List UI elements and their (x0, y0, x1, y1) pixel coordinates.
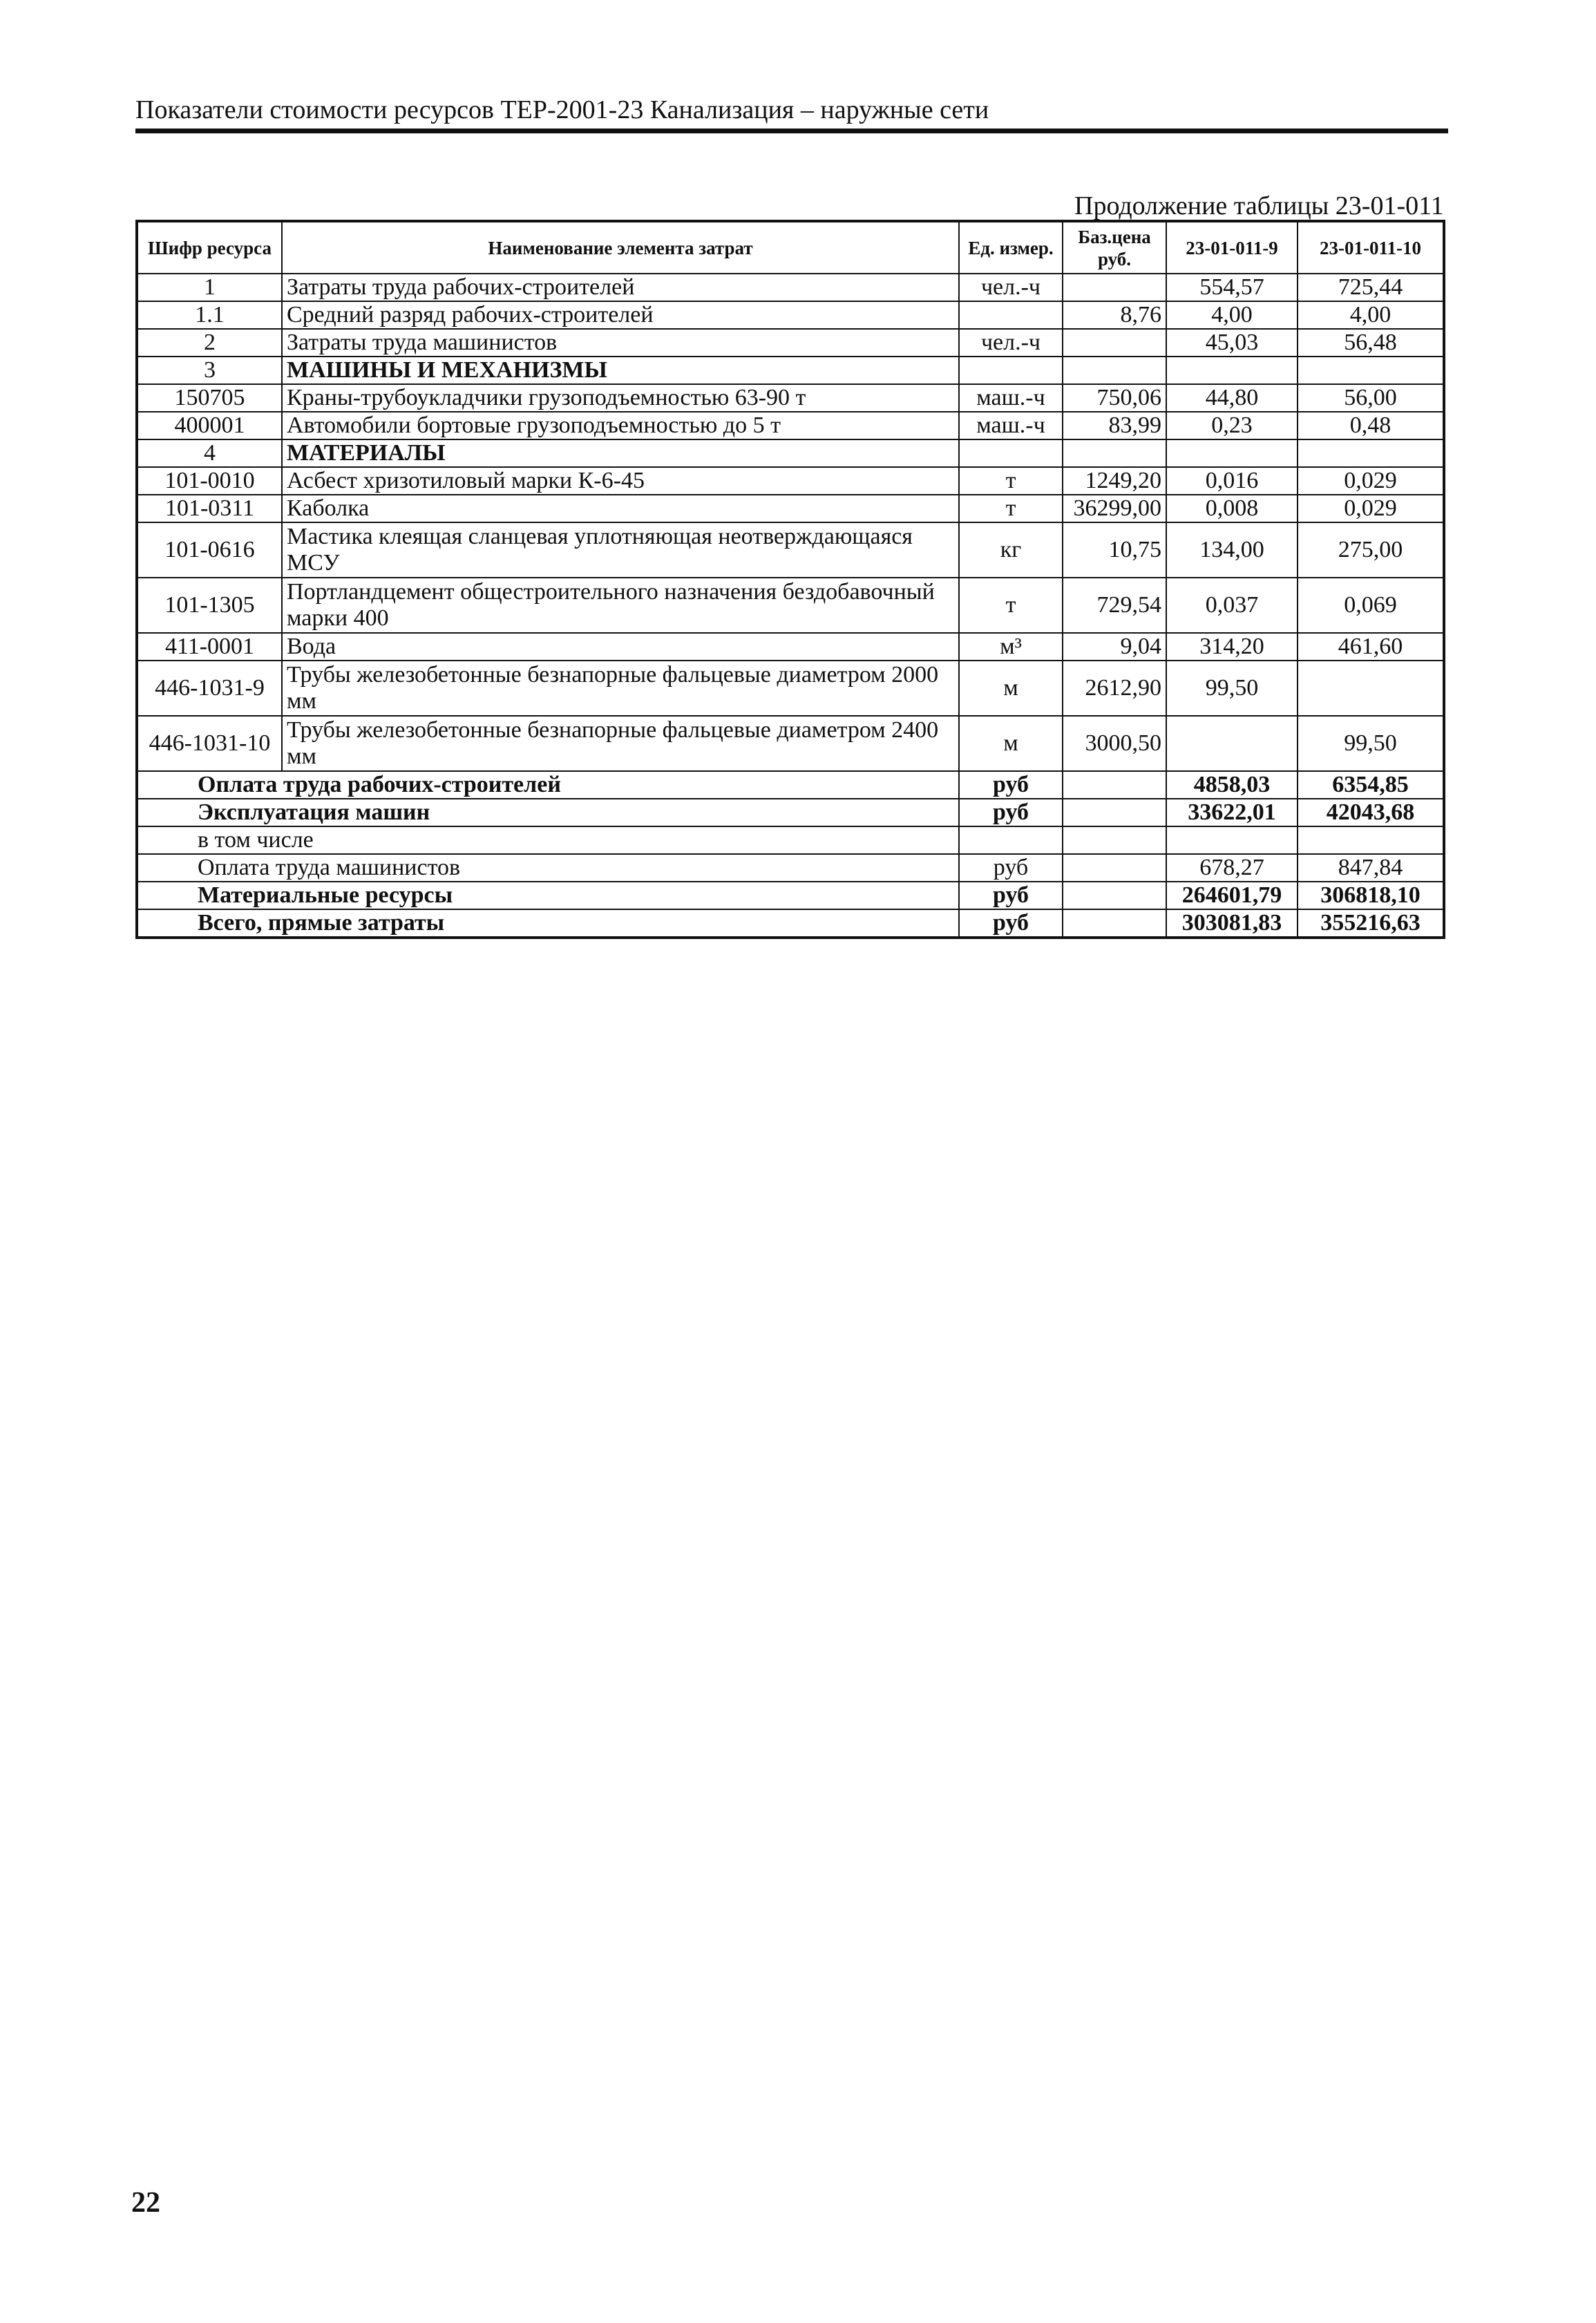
totals-price (1063, 771, 1166, 799)
cell-price: 10,75 (1063, 522, 1166, 578)
cell-unit (959, 301, 1063, 329)
cell-price: 1249,20 (1063, 467, 1166, 495)
cell-name: Портландцемент общестроительного назначения бездобавочный марки 400 (282, 578, 959, 633)
cell-code: 1.1 (137, 301, 282, 329)
cell-value-1: 554,57 (1166, 274, 1298, 301)
cell-value-1: 0,008 (1166, 495, 1298, 522)
cell-value-1: 4,00 (1166, 301, 1298, 329)
table-row (137, 495, 1444, 522)
table-row (137, 661, 1444, 716)
cell-value-2: 725,44 (1298, 274, 1444, 301)
cell-unit: т (959, 467, 1063, 495)
totals-value-2: 355216,63 (1298, 909, 1444, 938)
cell-value-2: 0,48 (1298, 412, 1444, 439)
cell-code: 150705 (137, 384, 282, 412)
cell-name: Трубы железобетонные безнапорные фальцевые диаметром 2000 мм (282, 661, 959, 716)
cell-value-2 (1298, 439, 1444, 467)
cell-value-1: 314,20 (1166, 633, 1298, 661)
cell-value-2: 56,00 (1298, 384, 1444, 412)
cell-price: 729,54 (1063, 578, 1166, 633)
cell-value-2 (1298, 661, 1444, 716)
totals-unit: руб (959, 909, 1063, 938)
cell-code: 4 (137, 439, 282, 467)
cell-value-1 (1166, 357, 1298, 384)
totals-price (1063, 909, 1166, 938)
cell-unit: чел.-ч (959, 274, 1063, 301)
table-row (137, 384, 1444, 412)
cell-name: Асбест хризотиловый марки К-6-45 (282, 467, 959, 495)
cell-name: Трубы железобетонные безнапорные фальцевые диаметром 2400 мм (282, 716, 959, 771)
cell-price: 83,99 (1063, 412, 1166, 439)
table-row (137, 274, 1444, 301)
cell-name: Затраты труда машинистов (282, 329, 959, 357)
cell-price (1063, 357, 1166, 384)
totals-label: Оплата труда машинистов (137, 854, 959, 882)
totals-label: Оплата труда рабочих-строителей (137, 771, 959, 799)
col-header-code: Шифр ресурса (137, 221, 282, 274)
totals-value-1: 264601,79 (1166, 882, 1298, 909)
cell-value-2: 0,029 (1298, 467, 1444, 495)
cell-unit: м (959, 661, 1063, 716)
totals-label: Эксплуатация машин (137, 799, 959, 826)
totals-value-1: 4858,03 (1166, 771, 1298, 799)
cell-price (1063, 329, 1166, 357)
totals-unit: руб (959, 771, 1063, 799)
col-header-price: Баз.цена руб. (1063, 221, 1166, 274)
page-header: Показатели стоимости ресурсов ТЕР-2001-23 Канализация – наружные сети (135, 93, 1448, 133)
totals-unit: руб (959, 882, 1063, 909)
totals-price (1063, 799, 1166, 826)
cell-price: 2612,90 (1063, 661, 1166, 716)
cost-table (135, 220, 1445, 939)
totals-label: Всего, прямые затраты (137, 909, 959, 938)
cell-value-1: 0,23 (1166, 412, 1298, 439)
cell-value-1: 134,00 (1166, 522, 1298, 578)
totals-value-1: 678,27 (1166, 854, 1298, 882)
cell-unit: м³ (959, 633, 1063, 661)
table-section-row (137, 439, 1444, 467)
cell-unit: кг (959, 522, 1063, 578)
table-row (137, 578, 1444, 633)
cell-price (1063, 274, 1166, 301)
totals-value-2: 42043,68 (1298, 799, 1444, 826)
cell-price: 9,04 (1063, 633, 1166, 661)
cell-code: 411-0001 (137, 633, 282, 661)
cell-value-1: 0,037 (1166, 578, 1298, 633)
cell-unit (959, 357, 1063, 384)
page-number: 22 (131, 2187, 160, 2219)
table-row (137, 716, 1444, 771)
totals-value-1: 303081,83 (1166, 909, 1298, 938)
totals-row (137, 826, 1444, 854)
cell-price: 3000,50 (1063, 716, 1166, 771)
col-header-unit: Ед. измер. (959, 221, 1063, 274)
cell-code: 101-0311 (137, 495, 282, 522)
cell-code: 101-0616 (137, 522, 282, 578)
table-header-row (137, 221, 1444, 274)
cell-value-2: 0,069 (1298, 578, 1444, 633)
totals-price (1063, 882, 1166, 909)
cell-code: 101-1305 (137, 578, 282, 633)
cell-value-2 (1298, 357, 1444, 384)
cell-code: 2 (137, 329, 282, 357)
cell-code: 101-0010 (137, 467, 282, 495)
cell-code: 446-1031-9 (137, 661, 282, 716)
table-row (137, 467, 1444, 495)
cell-value-1: 0,016 (1166, 467, 1298, 495)
cell-section-title: МАШИНЫ И МЕХАНИЗМЫ (282, 357, 959, 384)
cell-value-2: 4,00 (1298, 301, 1444, 329)
cell-unit: т (959, 578, 1063, 633)
totals-value-1 (1166, 826, 1298, 854)
cell-unit: чел.-ч (959, 329, 1063, 357)
totals-unit (959, 826, 1063, 854)
cell-name: Автомобили бортовые грузоподъемностью до 5 т (282, 412, 959, 439)
totals-unit: руб (959, 799, 1063, 826)
totals-row (137, 882, 1444, 909)
cell-value-1: 99,50 (1166, 661, 1298, 716)
cell-unit: маш.-ч (959, 384, 1063, 412)
table-row (137, 329, 1444, 357)
cell-unit: т (959, 495, 1063, 522)
totals-row (137, 909, 1444, 938)
totals-row (137, 854, 1444, 882)
cell-name: Каболка (282, 495, 959, 522)
totals-row (137, 771, 1444, 799)
table-row (137, 522, 1444, 578)
cell-unit: маш.-ч (959, 412, 1063, 439)
totals-value-2: 306818,10 (1298, 882, 1444, 909)
cell-name: Средний разряд рабочих-строителей (282, 301, 959, 329)
cell-value-1: 44,80 (1166, 384, 1298, 412)
cell-section-title: МАТЕРИАЛЫ (282, 439, 959, 467)
totals-unit: руб (959, 854, 1063, 882)
col-header-name: Наименование элемента затрат (282, 221, 959, 274)
totals-price (1063, 854, 1166, 882)
table-section-row (137, 357, 1444, 384)
totals-value-1: 33622,01 (1166, 799, 1298, 826)
cell-unit: м (959, 716, 1063, 771)
cell-code: 3 (137, 357, 282, 384)
cell-price (1063, 439, 1166, 467)
cell-price: 36299,00 (1063, 495, 1166, 522)
cell-value-2: 0,029 (1298, 495, 1444, 522)
cell-name: Краны-трубоукладчики грузоподъемностью 63-90 т (282, 384, 959, 412)
totals-value-2: 847,84 (1298, 854, 1444, 882)
cell-code: 446-1031-10 (137, 716, 282, 771)
cell-code: 400001 (137, 412, 282, 439)
totals-price (1063, 826, 1166, 854)
cell-price: 8,76 (1063, 301, 1166, 329)
cell-unit (959, 439, 1063, 467)
cell-value-1 (1166, 439, 1298, 467)
cell-name: Мастика клеящая сланцевая уплотняющая неотверждающаяся МСУ (282, 522, 959, 578)
cell-value-1: 45,03 (1166, 329, 1298, 357)
cell-code: 1 (137, 274, 282, 301)
col-header-23-01-011-9: 23-01-011-9 (1166, 221, 1298, 274)
col-header-23-01-011-10: 23-01-011-10 (1298, 221, 1444, 274)
cell-value-2: 56,48 (1298, 329, 1444, 357)
totals-value-2: 6354,85 (1298, 771, 1444, 799)
table-row (137, 412, 1444, 439)
cell-value-2: 99,50 (1298, 716, 1444, 771)
cell-value-2: 275,00 (1298, 522, 1444, 578)
totals-row (137, 799, 1444, 826)
cell-name: Вода (282, 633, 959, 661)
totals-label: в том числе (137, 826, 959, 854)
totals-label: Материальные ресурсы (137, 882, 959, 909)
cell-value-1 (1166, 716, 1298, 771)
table-row (137, 633, 1444, 661)
cell-price: 750,06 (1063, 384, 1166, 412)
table-row (137, 301, 1444, 329)
cell-value-2: 461,60 (1298, 633, 1444, 661)
cell-name: Затраты труда рабочих-строителей (282, 274, 959, 301)
table-caption: Продолжение таблицы 23-01-011 (1074, 191, 1444, 220)
totals-value-2 (1298, 826, 1444, 854)
